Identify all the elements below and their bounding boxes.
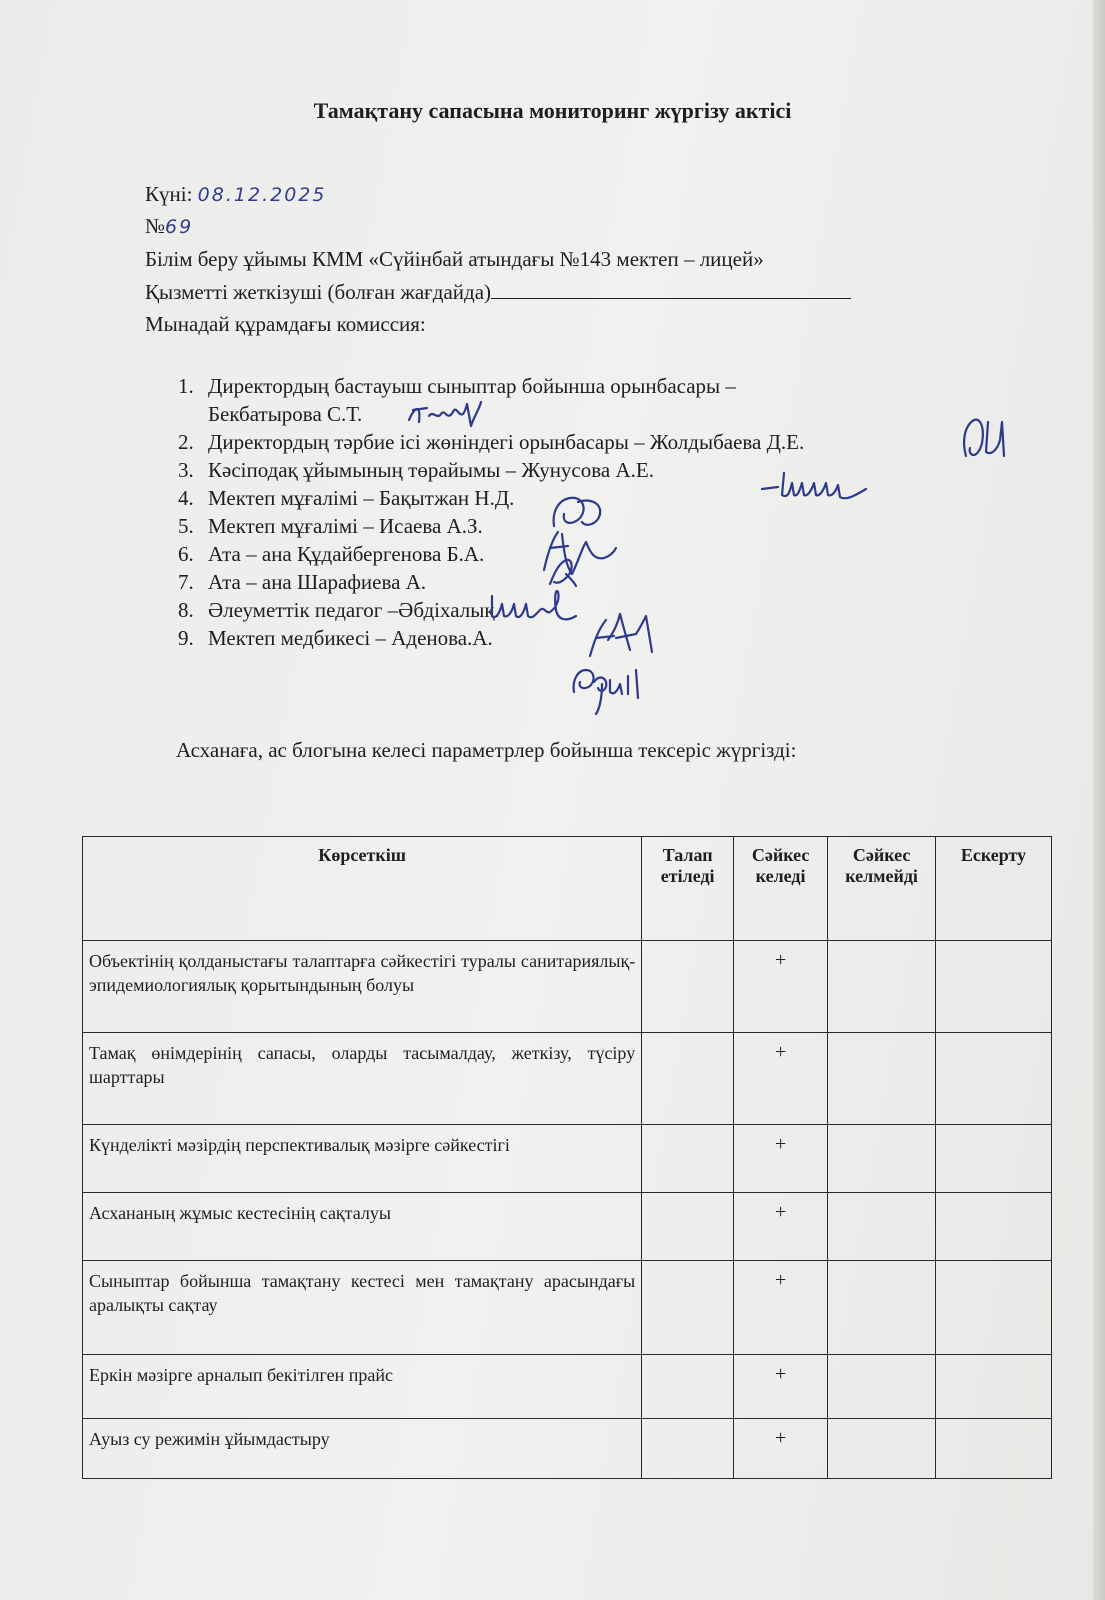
member-text (208, 596, 500, 624)
member-text (208, 568, 426, 596)
signature-6 (544, 554, 580, 590)
commission-member (178, 540, 804, 568)
inspection-line: Асханаға, ас блогына келесі параметрлер бойынша тексеріс жүргізді: (176, 738, 797, 762)
document-title: Тамақтану сапасына мониторинг жүргізу актісі (313, 98, 792, 123)
note-cell (936, 1125, 1052, 1193)
member-role: Мектеп мұғалімі – Исаева А.З. (208, 514, 483, 538)
note-cell (936, 941, 1052, 1033)
member-text (208, 456, 654, 484)
note-cell (936, 1033, 1052, 1125)
signature-3 (760, 465, 870, 509)
member-text (208, 624, 493, 652)
member-number: 8. (178, 598, 194, 622)
noncompliant-cell (828, 1261, 936, 1355)
compliant-cell: + (734, 1033, 828, 1125)
provider-blank (491, 280, 851, 299)
indicator-cell: Тамақ өнімдерінің сапасы, оларды тасымалдау, жеткізу, түсіру шарттары (83, 1033, 642, 1125)
date-label: Күні: (145, 182, 193, 206)
member-role: Кәсіподақ ұйымының төрайымы – Жунусова А.Е. (208, 458, 654, 482)
indicator-cell: Еркін мәзірге арналып бекітілген прайс (83, 1355, 642, 1419)
member-role: Ата – ана Құдайбергенова Б.А. (208, 542, 485, 566)
member-role: Әлеуметтік педагог –Әбдіхалық. (208, 598, 500, 622)
commission-member (178, 512, 804, 540)
provider-line (145, 280, 851, 305)
indicator-cell: Күнделікті мәзірдің перспективалық мәзірге сәйкестігі (83, 1125, 642, 1193)
table-row (83, 1193, 1052, 1261)
member-number: 3. (178, 458, 194, 482)
indicator-cell: Асхананың жұмыс кестесінің сақталуы (83, 1193, 642, 1261)
commission-member (178, 456, 804, 484)
member-text (208, 512, 483, 540)
header-noncompliant: Сәйкес келмейді (828, 837, 936, 941)
member-role: Директордың бастауыш сыныптар бойынша орынбасары – (208, 374, 736, 398)
noncompliant-cell (828, 1033, 936, 1125)
indicator-cell: Ауыз су режимін ұйымдастыру (83, 1419, 642, 1479)
indicator-cell: Сыныптар бойынша тамақтану кестесі мен тамақтану арасындағы аралықты сақтау (83, 1261, 642, 1355)
member-text (208, 540, 484, 568)
member-role: Ата – ана Шарафиева А. (208, 570, 427, 594)
commission-line: Мынадай құрамдағы комиссия: (145, 312, 426, 336)
number-line (145, 214, 193, 239)
indicator-cell: Объектінің қолданыстағы талаптарға сәйкестігі туралы санитариялық-эпидемиологиялық қорытындының болуы (83, 941, 642, 1033)
provider-label: Қызметті жеткізуші (болған жағдайда) (145, 280, 492, 304)
table-row (83, 1125, 1052, 1193)
signature-2 (958, 412, 1018, 464)
organization-line: Білім беру ұйымы КММ «Сүйінбай атындағы №143 мектеп – лицей» (145, 247, 764, 271)
required-cell (642, 1033, 734, 1125)
member-role: Директордың тәрбие ісі жөніндегі орынбасары – Жолдыбаева Д.Е. (208, 430, 805, 454)
required-cell (642, 1419, 734, 1479)
compliant-cell: + (734, 1125, 828, 1193)
table-row (83, 1261, 1052, 1355)
required-cell (642, 941, 734, 1033)
noncompliant-cell (828, 1193, 936, 1261)
table-row (83, 941, 1052, 1033)
member-number: 4. (178, 486, 194, 510)
commission-member (178, 484, 804, 512)
table-row (83, 1355, 1052, 1419)
note-cell (936, 1355, 1052, 1419)
header-required: Талап етіледі (642, 837, 734, 941)
member-name: Бекбатырова С.Т. (208, 402, 363, 426)
compliant-cell: + (734, 1419, 828, 1479)
table-header-row (83, 837, 1052, 941)
number-label: № (145, 214, 166, 238)
member-text (208, 428, 804, 456)
compliant-cell: + (734, 1261, 828, 1355)
table-body (83, 941, 1052, 1479)
signature-9 (566, 654, 650, 718)
number-handwritten: 69 (165, 216, 194, 238)
member-number: 6. (178, 542, 194, 566)
compliant-cell: + (734, 1193, 828, 1261)
member-text (208, 484, 514, 512)
noncompliant-cell (828, 1419, 936, 1479)
required-cell (642, 1125, 734, 1193)
member-number: 2. (178, 430, 194, 454)
commission-member (178, 428, 804, 456)
member-number: 7. (178, 570, 194, 594)
signature-1 (405, 398, 485, 434)
header-indicator: Көрсеткіш (83, 837, 642, 941)
noncompliant-cell (828, 1355, 936, 1419)
signature-7 (488, 586, 580, 630)
monitoring-table (82, 836, 1052, 1479)
date-handwritten: 08.12.2025 (197, 184, 327, 206)
commission-member (178, 372, 804, 428)
paper-edge (1093, 0, 1105, 1600)
compliant-cell: + (734, 941, 828, 1033)
member-role: Мектеп медбикесі – Аденова.А. (208, 626, 493, 650)
noncompliant-cell (828, 1125, 936, 1193)
note-cell (936, 1193, 1052, 1261)
date-line (145, 182, 326, 207)
required-cell (642, 1193, 734, 1261)
required-cell (642, 1261, 734, 1355)
note-cell (936, 1261, 1052, 1355)
noncompliant-cell (828, 941, 936, 1033)
member-role: Мектеп мұғалімі – Бақытжан Н.Д. (208, 486, 515, 510)
required-cell (642, 1355, 734, 1419)
table-row (83, 1419, 1052, 1479)
header-note: Ескерту (936, 837, 1052, 941)
compliant-cell: + (734, 1355, 828, 1419)
member-number: 5. (178, 514, 194, 538)
note-cell (936, 1419, 1052, 1479)
header-compliant: Сәйкес келеді (734, 837, 828, 941)
member-number: 1. (178, 374, 194, 398)
member-number: 9. (178, 626, 194, 650)
table-row (83, 1033, 1052, 1125)
